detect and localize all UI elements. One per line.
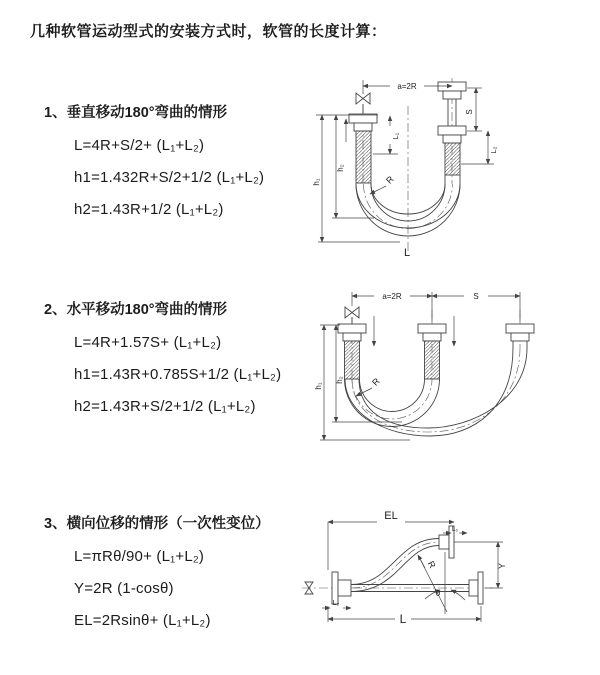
formula-h2: h2=1.43R+S/2+1/2 (L₁+L₂) xyxy=(74,398,256,415)
hose-s-curve xyxy=(351,539,439,592)
dim-label-h1: h₁ xyxy=(314,382,323,390)
dim-label-r: R xyxy=(384,174,396,186)
radius-callout xyxy=(418,555,438,570)
valve-icon xyxy=(345,307,359,318)
section-lateral-displacement xyxy=(44,512,270,637)
hose-centerline xyxy=(352,379,432,419)
section-horizontal-movement xyxy=(44,298,281,423)
dim-label-y: Y xyxy=(497,562,507,570)
braided-hose-section xyxy=(445,143,460,175)
page-title: 几种软管运动型式的安装方式时，软管的长度计算： xyxy=(30,23,387,40)
dim-label-theta: θ xyxy=(435,589,441,598)
right-flange xyxy=(469,572,483,604)
dim-label-l1: L₁ xyxy=(451,526,459,533)
dim-label-l: L xyxy=(403,247,411,259)
dimension-s xyxy=(432,292,520,301)
braided-hose-section xyxy=(425,341,440,379)
dim-label-a2r: a=2R xyxy=(397,82,417,91)
dim-label-l: L xyxy=(399,612,407,626)
dimension-h1 xyxy=(314,325,410,440)
braided-hose-section xyxy=(356,131,371,183)
formula-h2: h2=1.43R+1/2 (L₁+L₂) xyxy=(74,201,224,218)
formula-length: L=πRθ/90+ (L₁+L₂) xyxy=(74,548,205,565)
diagram-horizontal-180-bend xyxy=(310,282,590,454)
dim-label-l1: L₁ xyxy=(391,132,400,140)
section-3-formulas xyxy=(74,541,270,637)
radius-callout xyxy=(370,174,396,194)
valve-icon xyxy=(356,93,370,104)
dim-label-s: S xyxy=(465,109,474,115)
dim-label-r: R xyxy=(425,559,438,570)
right-fitting xyxy=(438,82,466,175)
section-2-formulas xyxy=(74,327,281,423)
formula-el: EL=2Rsinθ+ (L₁+L₂) xyxy=(74,612,211,629)
formula-length: L=4R+S/2+ (L₁+L₂) xyxy=(74,137,205,154)
dimension-s xyxy=(465,88,482,131)
section-2-heading: 2、水平移动180°弯曲的情形 xyxy=(44,302,228,318)
section-1-heading: 1、垂直移动180°弯曲的情形 xyxy=(44,105,228,121)
dimension-l2 xyxy=(461,131,498,164)
section-vertical-movement xyxy=(44,101,264,226)
dim-label-l2: L₂ xyxy=(332,600,340,607)
formula-h1: h1=1.432R+S/2+1/2 (L₁+L₂) xyxy=(74,169,265,186)
dim-label-r: R xyxy=(370,376,382,388)
formula-h1: h1=1.43R+0.785S+1/2 (L₁+L₂) xyxy=(74,366,282,383)
braided-hose-section xyxy=(345,341,360,379)
dim-label-s: S xyxy=(473,292,479,301)
hose-centerline xyxy=(351,542,439,588)
dimension-l2 xyxy=(322,600,351,608)
dimension-h2 xyxy=(332,325,402,422)
dimension-a2r xyxy=(352,292,520,322)
dim-label-el: EL xyxy=(384,510,398,522)
dim-label-h2: h₂ xyxy=(335,376,344,384)
middle-fitting xyxy=(418,324,446,379)
section-3-heading: 3、横向位移的情形（一次性变位） xyxy=(44,516,270,532)
formula-length: L=4R+1.57S+ (L₁+L₂) xyxy=(74,334,222,351)
diagram-vertical-180-bend xyxy=(306,66,586,260)
left-fitting xyxy=(349,104,377,183)
formula-y: Y=2R (1-cosθ) xyxy=(74,580,174,597)
left-fitting xyxy=(338,317,366,379)
dimension-l1 xyxy=(443,526,467,533)
diagram-lateral-displacement xyxy=(297,500,597,658)
dim-label-l2: L₂ xyxy=(489,146,498,154)
dim-label-a2r: a=2R xyxy=(382,292,402,301)
angle-construction xyxy=(418,552,465,614)
dim-label-h1: h₁ xyxy=(312,178,321,186)
dimension-l xyxy=(328,606,481,626)
dim-label-h2: h₂ xyxy=(336,164,345,172)
section-1-formulas xyxy=(74,130,264,226)
